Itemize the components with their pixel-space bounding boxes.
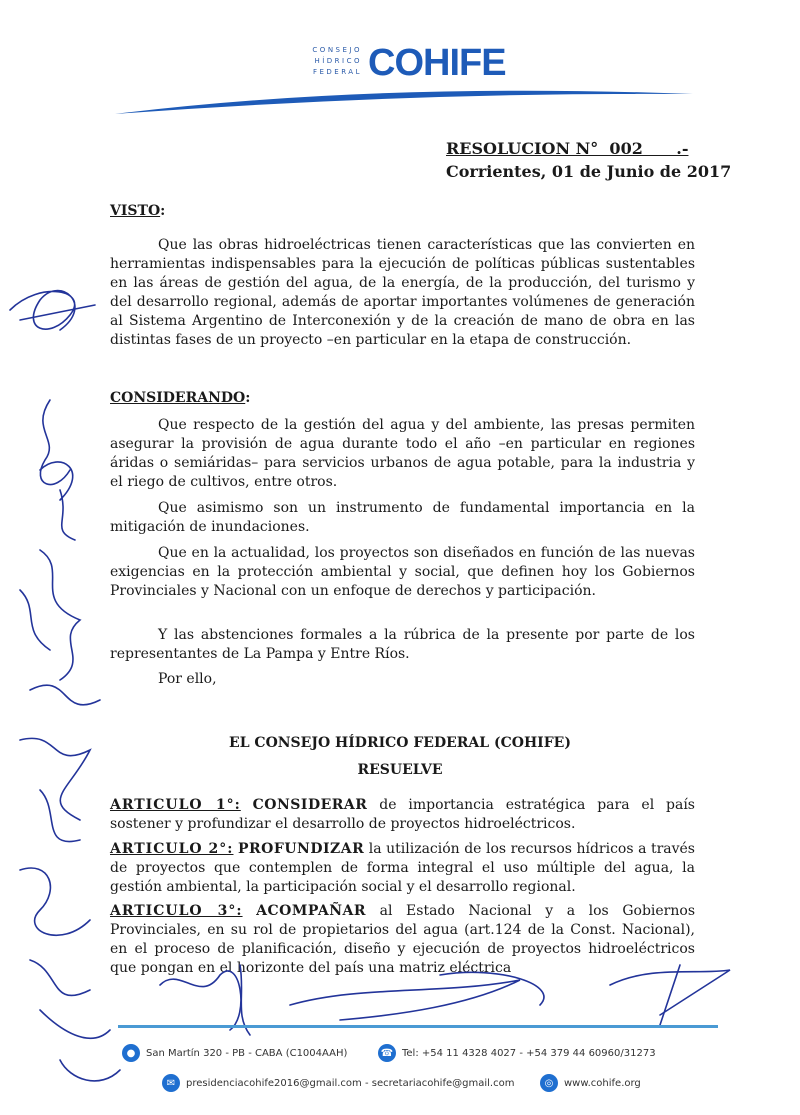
considerando-text: Que asimismo son un instrumento de fundamental importancia en la mitigación de inundaciones. xyxy=(110,500,695,535)
globe-icon: ◎ xyxy=(540,1074,558,1092)
address-text: San Martín 320 - PB - CABA (C1004AAH) xyxy=(146,1047,348,1059)
article-text: de importancia estratégica para el país sostener y profundizar el desarrollo de proyectos hidroeléctricos. xyxy=(110,797,695,832)
article-label: ARTICULO 1°: xyxy=(110,797,241,813)
article-text: la utilización de los recursos hídricos a través de proyectos que contemplen de forma integral el uso múltiple del agua, la gestión ambiental, la participación social y el desarrollo regional. xyxy=(110,841,695,895)
considerando-heading xyxy=(110,390,250,406)
footer-divider xyxy=(118,1025,718,1028)
considerando-paragraph-1 xyxy=(110,416,695,492)
web-link[interactable]: www.cohife.org xyxy=(564,1077,641,1089)
logo-wordmark: COHIFE xyxy=(368,42,506,84)
visto-paragraph xyxy=(110,236,695,350)
article-text: al Estado Nacional y a los Gobiernos Provinciales, en su rol de propietarios del agua (art.124 de la Const. Nacional), en el proceso de planificación, diseño y ejecución de proyectos hidroeléctricos que pongan en el horizonte del país una matriz eléctrica xyxy=(110,903,695,976)
considerando-text: Y las abstenciones formales a la rúbrica de la presente por parte de los representantes de La Pampa y Entre Ríos. xyxy=(110,627,695,662)
considerando-paragraph-4 xyxy=(110,626,695,664)
article-label: ARTICULO 2°: xyxy=(110,841,234,857)
council-heading: EL CONSEJO HÍDRICO FEDERAL (COHIFE) xyxy=(229,735,571,751)
email-text[interactable]: presidenciacohife2016@gmail.com - secretariacohife@gmail.com xyxy=(186,1077,515,1089)
considerando-colon: : xyxy=(245,390,251,406)
logo-small-text xyxy=(292,45,362,78)
visto-heading-text: VISTO xyxy=(110,203,161,219)
resolution-date: Corrientes, 01 de Junio de 2017 xyxy=(446,162,732,181)
logo-line: HÍDRICO xyxy=(314,57,362,65)
article-label: ARTICULO 3°: xyxy=(110,903,243,919)
phone-text: Tel: +54 11 4328 4027 - +54 379 44 60960/31273 xyxy=(402,1047,656,1059)
footer-phone xyxy=(378,1044,656,1062)
logo-line: FEDERAL xyxy=(312,68,362,76)
article-1 xyxy=(110,796,695,834)
considerando-paragraph-3 xyxy=(110,544,695,601)
considerando-paragraph-2 xyxy=(110,499,695,537)
location-pin-icon: ● xyxy=(122,1044,140,1062)
considerando-text: Que en la actualidad, los proyectos son diseñados en función de las nuevas exigencias en la protección ambiental y social, que definen hoy los Gobiernos Provinciales y Nacional con un enfoque de derechos y participación. xyxy=(110,545,695,599)
footer-email xyxy=(162,1074,514,1092)
article-3 xyxy=(110,902,695,978)
article-verb: PROFUNDIZAR xyxy=(238,841,365,857)
article-verb: CONSIDERAR xyxy=(252,797,368,813)
footer-web xyxy=(540,1074,641,1092)
footer-address xyxy=(122,1044,347,1062)
resolution-number: RESOLUCION N° 002 .- xyxy=(446,139,689,158)
resuelve-heading: RESUELVE xyxy=(357,762,443,778)
considerando-text: Que respecto de la gestión del agua y del ambiente, las presas permiten asegurar la provisión de agua durante todo el año –en particular en regiones áridas o semiáridas– para servicios urbanos de agua potable, para la industria y el riego de cultivos, entre otros. xyxy=(110,417,695,490)
por-ello: Por ello, xyxy=(158,671,217,687)
logo-line: CONSEJO xyxy=(312,46,362,54)
phone-icon: ☎ xyxy=(378,1044,396,1062)
article-2 xyxy=(110,840,695,897)
visto-colon: : xyxy=(160,203,166,219)
logo-swoosh-icon xyxy=(115,88,695,118)
considerando-heading-text: CONSIDERANDO xyxy=(110,390,246,406)
visto-text: Que las obras hidroeléctricas tienen características que las convierten en herramientas indispensables para la ejecución de políticas públicas sustentables en las áreas de gestión del agua, de la energía, de la producción, del turismo y del desarrollo regional, además de aportar importantes volúmenes de generación al Sistema Argentino de Interconexión y de la creación de mano de obra en las distintas fases de un proyecto –en particular en la etapa de construcción. xyxy=(110,237,695,348)
article-verb: ACOMPAÑAR xyxy=(256,903,367,919)
visto-heading xyxy=(110,203,165,219)
email-icon: ✉ xyxy=(162,1074,180,1092)
